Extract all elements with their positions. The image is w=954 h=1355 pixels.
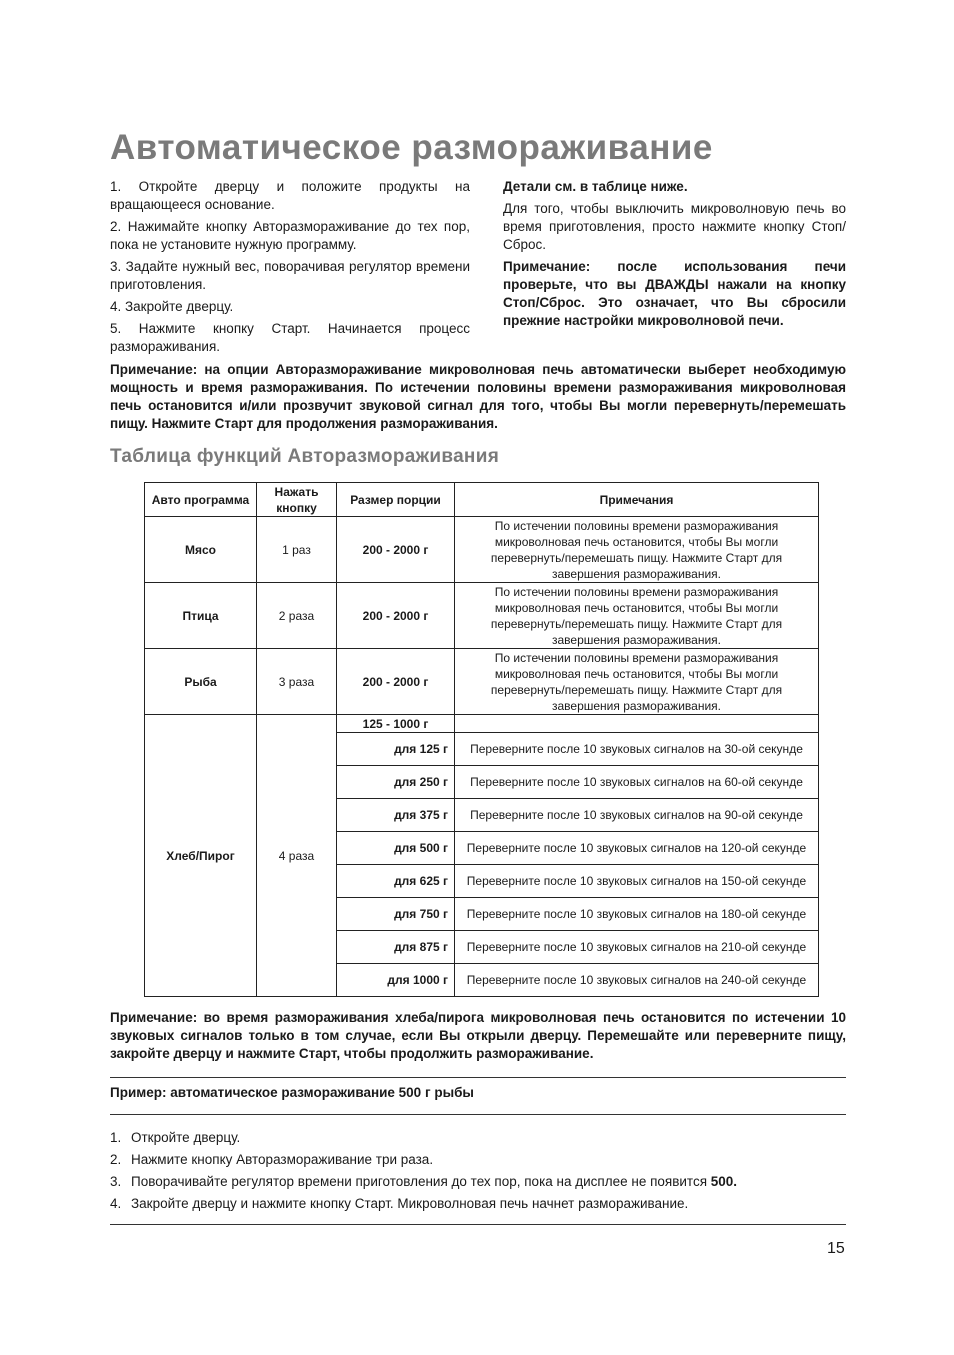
table-row: [145, 517, 819, 583]
cell-program: Птица: [145, 583, 257, 649]
cell-program: Хлеб/Пирог: [145, 715, 257, 997]
reset-note: Примечание: после использования печи проверьте, что вы ДВАЖДЫ нажали на кнопку Стоп/Сброс. Это означает, что Вы сбросили прежние настройки микроволновой печи.: [503, 259, 846, 328]
cell-note: По истечении половины времени размораживания микроволновая печь остановится, чтобы Вы могли перевернуть/перемешать пищу. Нажмите Старт для завершения размораживания.: [455, 649, 819, 715]
cell-note: Переверните после 10 звуковых сигналов на 120-ой секунде: [455, 832, 819, 865]
cell-size: для 375 г: [337, 799, 455, 832]
table-title: Таблица функций Авторазмораживания: [110, 446, 500, 467]
cell-note: Переверните после 10 звуковых сигналов на 90-ой секунде: [455, 799, 819, 832]
cell-press: 3 раза: [257, 649, 337, 715]
header-program: Авто программа: [145, 483, 257, 517]
instructions-right-column: [503, 178, 846, 334]
cell-program: Мясо: [145, 517, 257, 583]
list-item: 2. Нажмите кнопку Авторазмораживание три раза.: [110, 1152, 434, 1167]
table-row: [145, 583, 819, 649]
step-5: 5. Нажмите кнопку Старт. Начинается процесс размораживания.: [110, 321, 470, 354]
example-steps: [110, 1127, 846, 1215]
page-title: Автоматическое размораживание: [110, 128, 713, 167]
step-4: 4. Закройте дверцу.: [110, 299, 234, 314]
defrost-table: [144, 482, 818, 997]
table-row: [145, 649, 819, 715]
step-3: 3. Задайте нужный вес, поворачивая регулятор времени приготовления.: [110, 259, 470, 292]
stop-instruction: Для того, чтобы выключить микроволновую печь во время приготовления, просто нажмите кнопку Стоп/Сброс.: [503, 201, 846, 252]
cell-note: Переверните после 10 звуковых сигналов на 30-ой секунде: [455, 733, 819, 766]
cell-note: Переверните после 10 звуковых сигналов на 60-ой секунде: [455, 766, 819, 799]
cell-size: 125 - 1000 г: [337, 715, 455, 733]
cell-press: 4 раза: [257, 715, 337, 997]
header-size: Размер порции: [337, 483, 455, 517]
header-press: Нажать кнопку: [257, 483, 337, 517]
cell-press: 1 раз: [257, 517, 337, 583]
details-reference: Детали см. в таблице ниже.: [503, 179, 688, 194]
cell-note: Переверните после 10 звуковых сигналов на 150-ой секунде: [455, 865, 819, 898]
page-number: 15: [827, 1240, 845, 1257]
divider: [110, 1077, 846, 1078]
cell-program: Рыба: [145, 649, 257, 715]
bread-defrost-note: Примечание: во время размораживания хлеба/пирога микроволновая печь остановится по истечении 10 звуковых сигналов только в том случае, если Вы открыли дверцу. Перемешайте или переверните пищу, закройте дверцу и нажмите Старт, чтобы продолжить размораживание.: [110, 1010, 846, 1061]
header-notes: Примечания: [455, 483, 819, 517]
cell-size: для 625 г: [337, 865, 455, 898]
list-item: 4. Закройте дверцу и нажмите кнопку Старт. Микроволновая печь начнет размораживание.: [110, 1196, 689, 1211]
divider: [110, 1224, 846, 1225]
table-header-row: [145, 483, 819, 517]
cell-size: для 500 г: [337, 832, 455, 865]
cell-press: 2 раза: [257, 583, 337, 649]
cell-note: По истечении половины времени размораживания микроволновая печь остановится, чтобы Вы могли перевернуть/перемешать пищу. Нажмите Старт для завершения размораживания.: [455, 517, 819, 583]
cell-size: 200 - 2000 г: [337, 649, 455, 715]
cell-note: Переверните после 10 звуковых сигналов на 240-ой секунде: [455, 964, 819, 997]
cell-size: для 1000 г: [337, 964, 455, 997]
cell-size: 200 - 2000 г: [337, 583, 455, 649]
step-1: 1. Откройте дверцу и положите продукты на вращающееся основание.: [110, 179, 470, 212]
step-2: 2. Нажимайте кнопку Авторазмораживание до тех пор, пока не установите нужную программу.: [110, 219, 470, 252]
list-item: 1. Откройте дверцу.: [110, 1130, 241, 1145]
cell-note: По истечении половины времени размораживания микроволновая печь остановится, чтобы Вы могли перевернуть/перемешать пищу. Нажмите Старт для завершения размораживания.: [455, 583, 819, 649]
example-title: Пример: автоматическое размораживание 500 г рыбы: [110, 1085, 474, 1100]
table-row: [145, 715, 819, 733]
cell-note: Переверните после 10 звуковых сигналов на 210-ой секунде: [455, 931, 819, 964]
instructions-left-column: [110, 178, 470, 360]
divider: [110, 1114, 846, 1115]
cell-size: для 125 г: [337, 733, 455, 766]
auto-defrost-note: Примечание: на опции Авторазмораживание микроволновая печь автоматически выберет необходимую мощность и время размораживания. По истечении половины времени размораживания микроволновая печь остановится и/или прозвучит звуковой сигнал для того, чтобы Вы могли перевернуть/перемешать пищу. Нажмите Старт для продолжения размораживания.: [110, 362, 846, 431]
cell-note: Переверните после 10 звуковых сигналов на 180-ой секунде: [455, 898, 819, 931]
cell-size: для 250 г: [337, 766, 455, 799]
cell-note: [455, 715, 819, 733]
cell-size: для 750 г: [337, 898, 455, 931]
list-item: 3. Поворачивайте регулятор времени приготовления до тех пор, пока на дисплее не появится 500.: [110, 1174, 738, 1189]
cell-size: 200 - 2000 г: [337, 517, 455, 583]
cell-size: для 875 г: [337, 931, 455, 964]
